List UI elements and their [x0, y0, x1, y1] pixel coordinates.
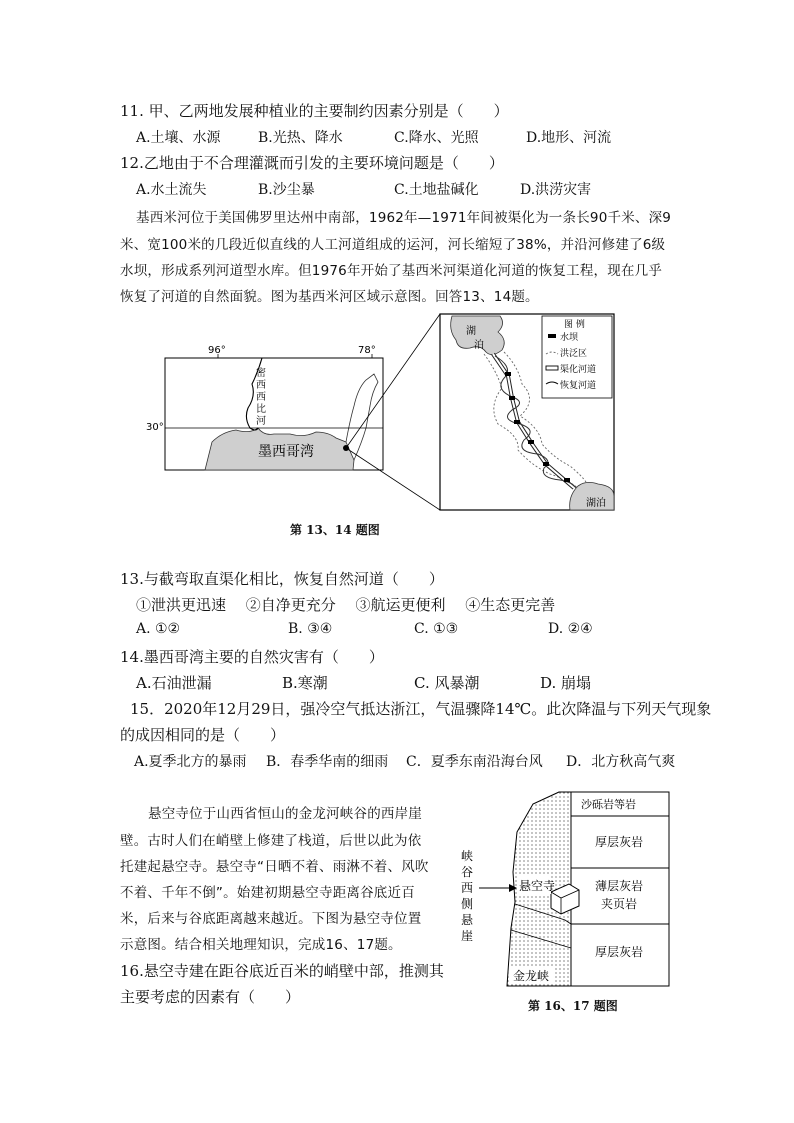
legend-dam-icon — [548, 334, 556, 338]
dam-1 — [505, 372, 511, 376]
temple-label: 悬空寺 — [519, 879, 556, 893]
dam-3 — [514, 420, 520, 424]
side-label-char-5: 悬 — [461, 913, 474, 927]
q13-stem: 13.与截弯取直渠化相比，恢复自然河道（ ） — [120, 570, 444, 588]
passage1-line3: 水坝，形成系列河道型水库。但1976年开始了基西米河渠道化河道的恢复工程，现在几乎 — [120, 263, 663, 279]
side-label-char-4: 侧 — [461, 897, 474, 911]
passage2-line5: 米，后来与谷底距离越来越近。下图为悬空寺位置 — [120, 911, 422, 927]
q13-option-c[interactable]: C. ①③ — [414, 621, 459, 637]
river-label-char-2: 西 — [256, 380, 266, 391]
q13-option-b[interactable]: B. ③④ — [288, 621, 333, 637]
q12-option-d[interactable]: D.洪涝灾害 — [520, 182, 592, 198]
side-label-char-1: 峡 — [461, 849, 474, 863]
q14-option-c[interactable]: C. 风暴潮 — [414, 674, 480, 692]
map-caption: 第 13、14 题图 — [290, 523, 380, 537]
q15-option-d[interactable]: D．北方秋高气爽 — [566, 754, 676, 770]
q11-option-b[interactable]: B.光热、降水 — [258, 130, 343, 146]
layer-thin-limestone — [571, 868, 669, 924]
side-label-char-2: 谷 — [461, 865, 474, 879]
q15-stem-line2: 的成因相同的是（ ） — [120, 726, 286, 744]
q12-stem: 12.乙地由于不合理灌溉而引发的主要环境问题是（ ） — [120, 154, 504, 172]
q16-stem-line2: 主要考虑的因素有（ ） — [120, 988, 301, 1006]
q13-option-a[interactable]: A. ①② — [136, 621, 181, 637]
q11-option-d[interactable]: D.地形、河流 — [526, 130, 612, 146]
q12-option-a[interactable]: A.水土流失 — [136, 182, 207, 198]
river-label-char-4: 比 — [256, 404, 266, 415]
q15-option-c[interactable]: C．夏季东南沿海台风 — [406, 754, 543, 770]
top-lake-label-2: 泊 — [474, 340, 484, 351]
passage2-line6: 示意图。结合相关地理知识，完成16、17题。 — [120, 937, 402, 953]
passage1-line1: 基西米河位于美国佛罗里达州中南部，1962年—1971年间被渠化为一条长90千米、深9 — [136, 210, 672, 226]
side-label-char-6: 崖 — [461, 929, 474, 943]
layer-label-thick-limestone-top: 厚层灰岩 — [595, 835, 644, 849]
passage2-line1: 悬空寺位于山西省恒山的金龙河峡谷的西岸崖 — [148, 806, 422, 822]
dam-4 — [528, 440, 534, 444]
legend-channelized-icon — [546, 366, 558, 370]
dam-5 — [543, 462, 549, 466]
q14-stem: 14.墨西哥湾主要的自然灾害有（ ） — [120, 648, 384, 666]
passage2-line2: 壁。古时人们在峭壁上修建了栈道，后世以此为依 — [120, 833, 422, 849]
latitude-30-label: 30° — [146, 422, 164, 433]
top-lake-label-1: 湖 — [466, 326, 476, 337]
side-label-char-3: 西 — [461, 881, 474, 895]
legend-channelized-label: 渠化河道 — [560, 365, 597, 375]
q11-stem: 11. 甲、乙两地发展种植业的主要制约因素分别是（ ） — [120, 102, 509, 120]
river-label-char-3: 西 — [256, 392, 266, 403]
q11-option-c[interactable]: C.降水、光照 — [394, 130, 479, 146]
q14-option-d[interactable]: D. 崩塌 — [540, 674, 592, 692]
cliff-caption: 第 16、17 题图 — [528, 999, 618, 1013]
gulf-label: 墨西哥湾 — [258, 444, 314, 460]
legend-restored-label: 恢复河道 — [560, 381, 597, 391]
q14-option-b[interactable]: B.寒潮 — [282, 674, 328, 692]
legend-title: 图 例 — [564, 320, 585, 330]
layer-label-shale: 夹页岩 — [601, 897, 638, 911]
dam-2 — [509, 396, 515, 400]
q12-option-b[interactable]: B.沙尘暴 — [258, 182, 315, 198]
q15-stem-line1: 15．2020年12月29日，强冷空气抵达浙江，气温骤降14℃。此次降温与下列天气现象 — [130, 700, 712, 718]
q15-option-a[interactable]: A.夏季北方的暴雨 — [134, 754, 247, 770]
q13-option-d[interactable]: D. ②④ — [548, 621, 593, 637]
layer-label-thin-limestone: 薄层灰岩 — [595, 879, 644, 893]
legend-floodplain-label: 洪泛区 — [560, 349, 588, 359]
q14-option-a[interactable]: A.石油泄漏 — [136, 674, 212, 692]
gorge-label: 金龙峡 — [513, 969, 550, 983]
longitude-78-label: 78° — [358, 345, 376, 356]
river-label-char-1: 密 — [256, 368, 266, 379]
dam-6 — [564, 478, 570, 482]
layer-label-sandstone: 沙砾岩等岩 — [581, 798, 636, 811]
q11-option-a[interactable]: A.土壤、水源 — [136, 130, 221, 146]
passage1-line2: 米、宽100米的几段近似直线的人工河道组成的运河，河长缩短了38%，并沿河修建了6级 — [120, 237, 666, 253]
q15-option-b[interactable]: B．春季华南的细雨 — [266, 754, 389, 770]
river-label-char-5: 河 — [256, 416, 266, 427]
q13-items: ①泄洪更迅速 ②自净更充分 ③航运更便利 ④生态更完善 — [136, 596, 556, 614]
q12-option-c[interactable]: C.土地盐碱化 — [394, 182, 479, 198]
passage2-line3: 托建起悬空寺。悬空寺“日晒不着、雨淋不着、风吹 — [120, 859, 429, 875]
passage2-line4: 不着、千年不倒”。始建初期悬空寺距离谷底近百 — [120, 885, 415, 901]
q16-stem-line1: 16.悬空寺建在距谷底近百米的峭壁中部，推测其 — [120, 962, 444, 980]
passage1-line4: 恢复了河道的自然面貌。图为基西米河区域示意图。回答13、14题。 — [120, 289, 539, 305]
longitude-96-label: 96° — [208, 345, 226, 356]
kissimmee-map-figure — [140, 310, 620, 520]
legend-dam-label: 水坝 — [560, 333, 579, 343]
layer-label-thick-limestone-bottom: 厚层灰岩 — [595, 945, 644, 959]
bottom-lake-label: 湖泊 — [586, 498, 606, 509]
cliff-diagram — [455, 780, 675, 990]
